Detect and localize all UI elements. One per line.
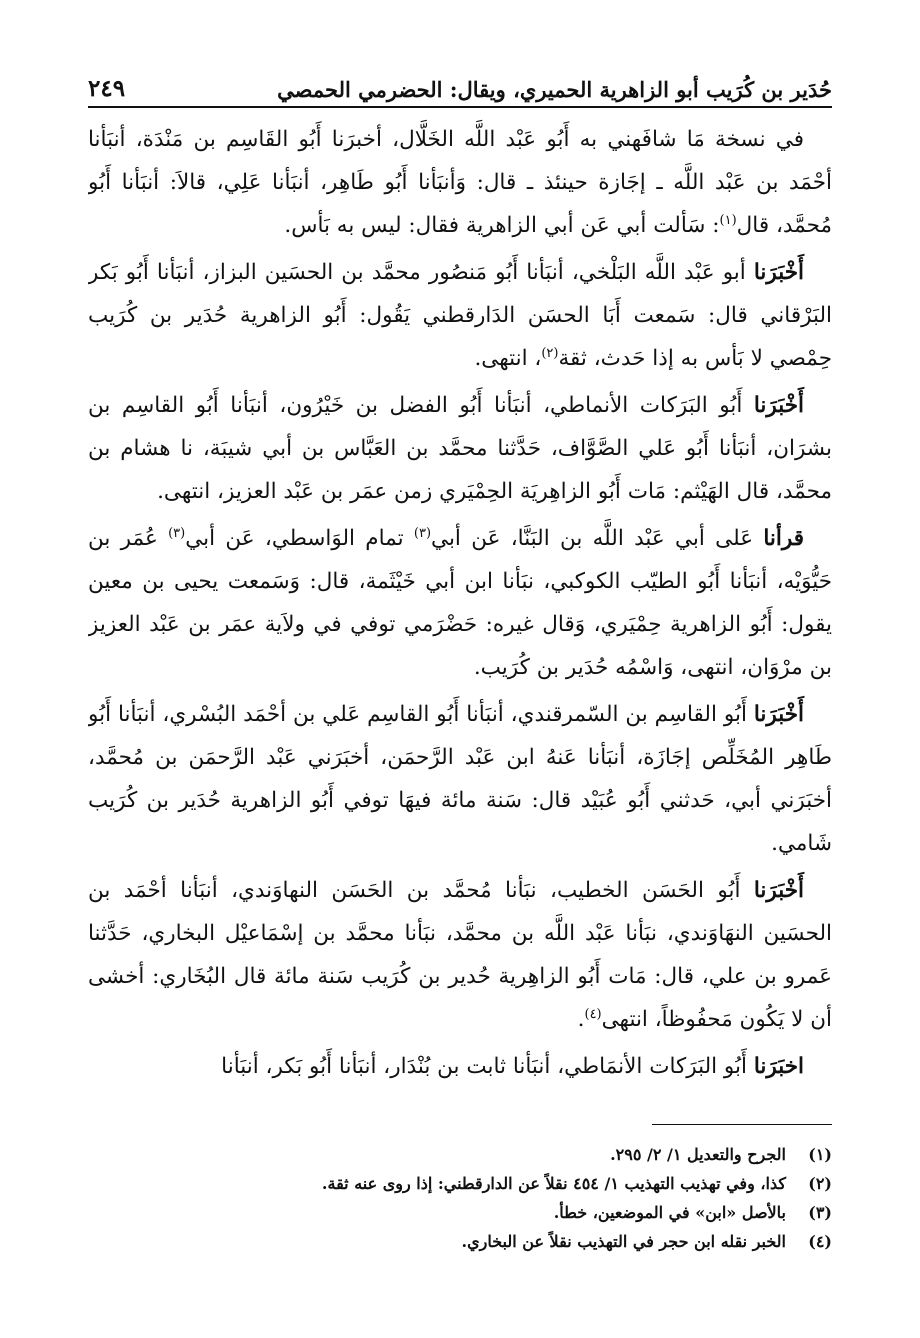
footnotes	[88, 1140, 832, 1256]
paragraph	[88, 384, 832, 513]
footnote	[88, 1169, 832, 1198]
paragraph	[88, 1045, 832, 1088]
text-segment: عُمَر بن حَيُّوَيْه، أنبَأنا أَبُو الطيّب الكوكبي، نبَأنا ابن أبي خَيْثَمة، قال: وَسَمعت يحيى بن معين يقول: أَبُو الزاهرية حِمْيَري، وَقال غيره: حَضْرَمي توفي في ولاَية عمَر بن عَبْد العزيز بن مرْوَان، انتهى، وَاسْمُه حُدَير بن كُرَيب.	[88, 526, 832, 680]
footnote-marker: (٣)	[413, 525, 432, 541]
text-segment: أَبُو البَرَكات الأنماطي، أنبَأنا أَبُو الفضل بن خَيْرُون، أنبَأنا أَبُو القاسِم بن بشرَان، أنبَأنا أَبُو عَلي الصَّوَّاف، حَدَّثنا محمَّد بن العَبَّاس بن أبي شيبَة، نا هشام بن محمَّد، قال الهَيْثم: مَات أَبُو الزاهِريَة الحِمْيَري زمن عمَر بن عَبْد العزيز، انتهى.	[88, 393, 832, 504]
main-text	[88, 118, 832, 1093]
page-number: ٢٤٩	[88, 75, 126, 102]
footnote-number: (١)	[808, 1145, 832, 1164]
text-segment: ، انتهى.	[474, 346, 542, 371]
text-segment: أَبُو البَرَكات الأنمَاطي، أنبَأنا ثابت بن بُنْدَار، أنبَأنا أَبُو بَكر، أنبَأنا	[221, 1054, 754, 1079]
paragraph-lead-word: اخبَرَنا	[753, 1054, 804, 1079]
footnote-marker: (٤)	[584, 1006, 602, 1022]
footnote-text: بالأصل «ابن» في الموضعين، خطأ.	[553, 1203, 786, 1222]
paragraph	[88, 869, 832, 1041]
paragraph-lead-word: أَخْبَرَنا	[753, 878, 804, 903]
footnote-text: الجرح والتعديل ١/ ٢/ ٢٩٥.	[610, 1145, 786, 1164]
text-segment: عَلى أبي عَبْد اللَّه بن البَنَّا، عَن أبي	[431, 526, 764, 551]
paragraph	[88, 693, 832, 865]
footnote-text: الخبر نقله ابن حجر في التهذيب نقلاً عن البخاري.	[461, 1232, 786, 1251]
paragraph-lead-word: أَخْبَرَنا	[753, 260, 804, 285]
text-segment: أبو عَبْد اللَّه البَلْخي، أنبَأنا أَبُو مَنصُور محمَّد بن الحسَين البزاز، أنبَأنا أَبُو بَكر البَرْقاني قال: سَمعت أَبَا الحسَن الدَارقطني يَقُول: أَبُو الزاهرية حُدَير بن كُرَيب حِمْصي لا بَأس به إذا حَدث، ثقة	[88, 260, 832, 371]
footnote-number: (٤)	[808, 1232, 832, 1251]
paragraph	[88, 251, 832, 380]
text-segment: تمام الوَاسطي، عَن أبي	[185, 526, 414, 551]
footnote	[88, 1140, 832, 1169]
page-header	[88, 62, 832, 108]
footnote	[88, 1198, 832, 1227]
footnote-marker: (٢)	[541, 345, 559, 361]
paragraph-lead-word: قرأنا	[763, 526, 805, 551]
footnote-number: (٣)	[808, 1203, 832, 1222]
running-title: حُدَير بن كُرَيب أبو الزاهرية الحميري، ويقال: الحضرمي الحمصي	[277, 77, 832, 102]
footnote	[88, 1227, 832, 1256]
footnote-text: كذا، وفي تهذيب التهذيب ١/ ٤٥٤ نقلاً عن الدارقطني: إذا روى عنه ثقة.	[321, 1174, 786, 1193]
text-segment: أَبُو القاسِم بن السّمرقندي، أنبَأنا أَبُو القاسِم عَلي بن أحْمَد البُسْري، أنبَأنا أَبُو طَاهِر المُخَلِّص إجَازَة، أنبَأنا عَنهُ ابن عَبْد الرَّحمَن، أخبَرَني عَبْد الرَّحمَن بن مُحمَّد، أخبَرَني أبي، حَدثني أَبُو عُبَيْد قال: سَنة مائة فيهَا توفي أَبُو الزاهرية حُدَير بن كُرَيب شَامي.	[88, 702, 832, 856]
text-segment: في نسخة مَا شافَهني به أَبُو عَبْد اللَّه الخَلَّال، أخبرَنا أَبُو القَاسِم بن مَنْدَة، أنبَأنا أحْمَد بن عَبْد اللَّه ـ إجَازة حينئذ ـ قال: وَأنبَأنا أَبُو طَاهِر، أنبَأنا عَلِي، قالاَ: أنبَأنا أَبُو مُحمَّد، قال	[88, 127, 832, 238]
text-segment: أَبُو الحَسَن الخطيب، نبَأنا مُحمَّد بن الحَسَن النهاوَندي، أنبَأنا أحْمَد بن الحسَين النهَاوَندي، نبَأنا عَبْد اللَّه بن محمَّد، نبَأنا محمَّد بن إسْمَاعيْل البخاري، حَدَّثنا عَمرو بن علي، قال: مَات أَبُو الزاهِرية حُدير بن كُرَيب سَنة مائة قال البُخَاري: أخشى أن لا يَكُون مَحفُوظاً، انتهى	[88, 878, 832, 1032]
paragraph-lead-word: أَخْبَرَنا	[753, 702, 804, 727]
paragraph	[88, 517, 832, 689]
footnote-separator	[652, 1124, 832, 1125]
text-segment: .	[577, 1007, 585, 1032]
footnote-marker: (١)	[719, 212, 737, 228]
text-segment: : سَألت أبي عَن أبي الزاهرية فقال: ليس به بَأس.	[284, 213, 720, 238]
paragraph	[88, 118, 832, 247]
footnote-marker: (٣)	[168, 525, 186, 541]
footnote-number: (٢)	[808, 1174, 832, 1193]
paragraph-lead-word: أَخْبَرَنا	[753, 393, 804, 418]
